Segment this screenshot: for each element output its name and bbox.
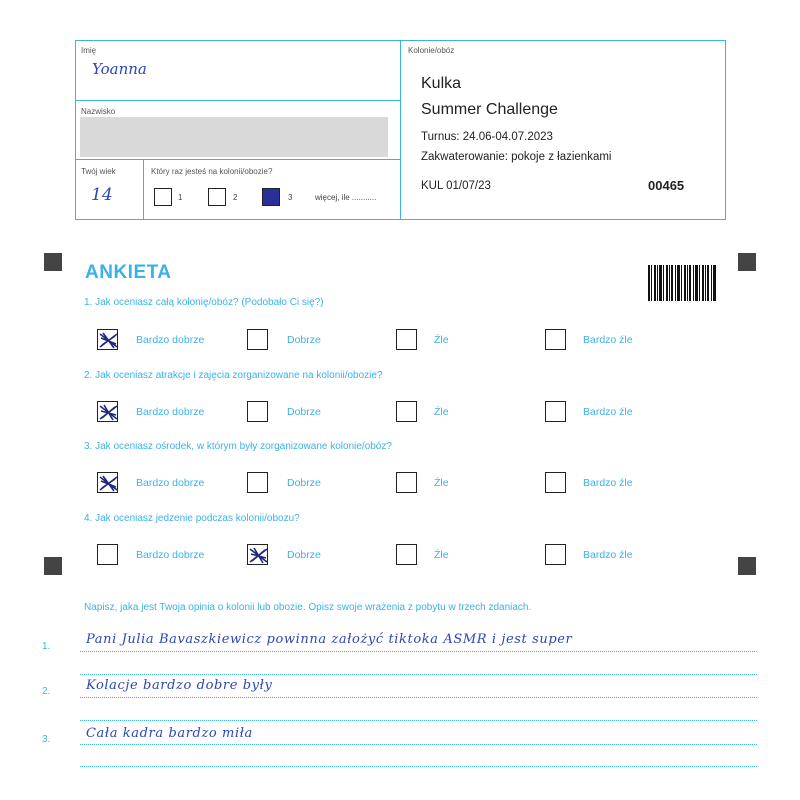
checkmark-scribble-icon <box>98 402 119 423</box>
q3-option-zle[interactable] <box>396 472 417 493</box>
times-option-label: 3 <box>288 193 293 202</box>
option-label: Źle <box>434 549 449 561</box>
option-label: Bardzo dobrze <box>136 406 205 418</box>
times-checkbox-2[interactable] <box>208 188 226 206</box>
option-label: Dobrze <box>287 477 321 489</box>
times-option-label: 2 <box>233 193 238 202</box>
registration-marker <box>44 253 62 271</box>
survey-title: ANKIETA <box>85 262 172 283</box>
q1-option-bardzo-zle[interactable] <box>545 329 566 350</box>
times-more-label: więcej, ile ........... <box>315 193 377 202</box>
option-label: Bardzo źle <box>583 334 633 346</box>
first-name-value[interactable]: Yoanna <box>92 60 147 78</box>
barcode <box>648 265 716 301</box>
registration-marker <box>738 557 756 575</box>
option-label: Bardzo dobrze <box>136 334 205 346</box>
turnus-dates: Turnus: 24.06-04.07.2023 <box>421 131 553 143</box>
answer-number: 3. <box>42 734 51 745</box>
option-label: Bardzo źle <box>583 549 633 561</box>
answer-number: 1. <box>42 641 51 652</box>
answer-line <box>80 674 757 675</box>
option-label: Dobrze <box>287 549 321 561</box>
opinion-prompt: Napisz, jaka jest Twoja opinia o kolonii lub obozie. Opisz swoje wrażenia z pobytu w trzech zdaniach. <box>84 602 532 613</box>
q2-option-dobrze[interactable] <box>247 401 268 422</box>
answer-text[interactable]: Cała kadra bardzo miła <box>86 726 253 741</box>
q3-option-bardzo-dobrze[interactable] <box>97 472 118 493</box>
q2-option-bardzo-dobrze[interactable] <box>97 401 118 422</box>
q3-option-dobrze[interactable] <box>247 472 268 493</box>
answer-number: 2. <box>42 686 51 697</box>
q1-option-dobrze[interactable] <box>247 329 268 350</box>
camp-label: Kolonie/obóz <box>408 46 455 55</box>
registration-marker <box>738 253 756 271</box>
answer-line <box>80 697 757 698</box>
question-text: 2. Jak oceniasz atrakcje i zajęcia zorganizowane na kolonii/obozie? <box>84 370 383 381</box>
form-divider <box>75 100 400 101</box>
option-label: Dobrze <box>287 406 321 418</box>
form-divider <box>143 159 144 220</box>
q1-option-zle[interactable] <box>396 329 417 350</box>
answer-line <box>80 720 757 721</box>
option-label: Bardzo źle <box>583 477 633 489</box>
answer-line <box>80 744 757 745</box>
form-divider <box>400 40 401 220</box>
registration-marker <box>44 557 62 575</box>
answer-line <box>80 651 757 652</box>
form-number: 00465 <box>648 178 685 193</box>
option-label: Źle <box>434 334 449 346</box>
question-text: 3. Jak oceniasz ośrodek, w którym były zorganizowane kolonie/obóz? <box>84 441 392 452</box>
first-name-label: Imię <box>81 46 97 55</box>
camp-code: KUL 01/07/23 <box>421 180 491 192</box>
surname-label: Nazwisko <box>81 107 116 116</box>
question-text: 1. Jak oceniasz całą kolonię/obóz? (Podobało Ci się?) <box>84 297 324 308</box>
times-checkbox-1[interactable] <box>154 188 172 206</box>
option-label: Bardzo dobrze <box>136 549 205 561</box>
q4-option-bardzo-zle[interactable] <box>545 544 566 565</box>
camp-name: Kulka <box>421 75 462 92</box>
answer-text[interactable]: Pani Julia Bavaszkiewicz powinna założyć tiktoka ASMR i jest super <box>86 632 573 647</box>
times-option-label: 1 <box>178 193 183 202</box>
age-label: Twój wiek <box>81 167 116 176</box>
checkmark-scribble-icon <box>248 545 269 566</box>
accommodation: Zakwaterowanie: pokoje z łazienkami <box>421 151 612 163</box>
option-label: Źle <box>434 477 449 489</box>
q1-option-bardzo-dobrze[interactable] <box>97 329 118 350</box>
age-value[interactable]: 14 <box>91 185 113 205</box>
option-label: Źle <box>434 406 449 418</box>
q2-option-zle[interactable] <box>396 401 417 422</box>
option-label: Bardzo źle <box>583 406 633 418</box>
q4-option-zle[interactable] <box>396 544 417 565</box>
camp-program: Summer Challenge <box>421 101 558 118</box>
q4-option-dobrze[interactable] <box>247 544 268 565</box>
question-text: 4. Jak oceniasz jedzenie podczas kolonii/obozu? <box>84 513 300 524</box>
checkmark-scribble-icon <box>98 330 119 351</box>
form-divider <box>75 159 400 160</box>
q2-option-bardzo-zle[interactable] <box>545 401 566 422</box>
option-label: Bardzo dobrze <box>136 477 205 489</box>
times-checkbox-3[interactable] <box>262 188 280 206</box>
option-label: Dobrze <box>287 334 321 346</box>
times-label: Który raz jesteś na kolonii/obozie? <box>151 167 273 176</box>
checkmark-scribble-icon <box>98 473 119 494</box>
answer-text[interactable]: Kolacje bardzo dobre były <box>86 678 273 693</box>
q3-option-bardzo-zle[interactable] <box>545 472 566 493</box>
redacted-surname <box>80 117 388 157</box>
q4-option-bardzo-dobrze[interactable] <box>97 544 118 565</box>
answer-line <box>80 766 757 767</box>
